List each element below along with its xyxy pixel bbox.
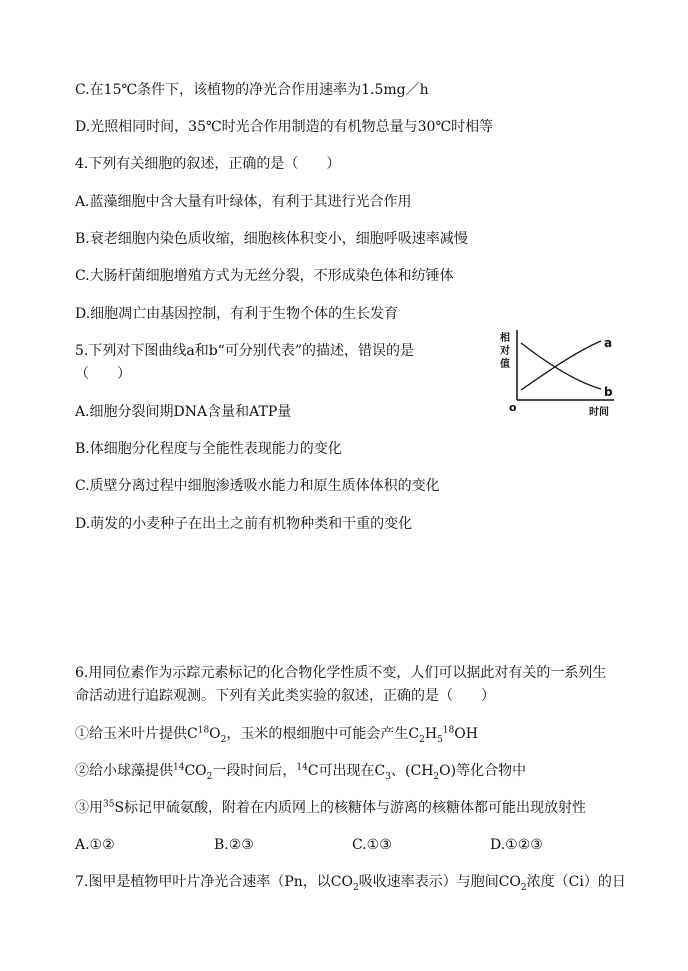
q5-option-a: A.细胞分裂间期DNA含量和ATP量	[75, 404, 292, 420]
q5-option-c: C.质壁分离过程中细胞渗透吸水能力和原生质体体积的变化	[75, 478, 440, 494]
q4-option-a: A.蓝藻细胞中含大量有叶绿体，有利于其进行光合作用	[75, 194, 412, 210]
graph-xlabel: 时间	[589, 407, 609, 418]
graph-origin-label: o	[509, 401, 517, 414]
q6-choice-c: C.①③	[352, 837, 392, 853]
q4-option-b: B.衰老细胞内染色质收缩，细胞核体积变小，细胞呼吸速率减慢	[75, 231, 468, 247]
q6-stem-line1: 6.用同位素作为示踪元素标记的化合物化学性质不变，人们可以据此对有关的一系列生	[75, 665, 607, 681]
curve-a-label: a	[604, 336, 613, 350]
q6-choice-b: B.②③	[214, 837, 254, 853]
q7-stem: 7.图甲是植物甲叶片净光合速率（Pn，以$CO_2$吸收速率表示）与胞间$CO_2$浓度（Ci）的日	[75, 874, 626, 893]
q5-option-b: B.体细胞分化程度与全能性表现能力的变化	[75, 441, 342, 457]
q5-curve-graph	[498, 325, 623, 420]
q6-stem-line2: 命活动进行追踪观测。下列有关此类实验的叙述，正确的是（ ）	[75, 688, 495, 704]
curve-b-label: b	[604, 385, 613, 399]
q6-item-3: ③用$^{35}$S标记甲硫氨酸，附着在内质网上的核糖体与游离的核糖体都可能出现放射性	[75, 799, 587, 816]
q5-option-d: D.萌发的小麦种子在出土之前有机物种类和干重的变化	[75, 516, 413, 532]
q3-option-c: C.在15℃条件下，该植物的净光合作用速率为1.5mg／h	[75, 82, 429, 98]
q4-option-d: D.细胞凋亡由基因控制，有利于生物个体的生长发育	[75, 306, 399, 322]
q5-stem-blank: （ ）	[75, 366, 131, 382]
graph-ylabel-3: 值	[500, 359, 510, 370]
q3-option-d: D.光照相同时间，35℃时光合作用制造的有机物总量与30℃时相等	[75, 119, 494, 135]
graph-ylabel-2: 对	[500, 346, 510, 357]
q6-choice-d: D.①②③	[490, 837, 543, 853]
q6-item-1: ①给玉米叶片提供$C^{18}O_2$，玉米的根细胞中可能会产生$C_2H_5^{18}OH$	[75, 725, 478, 745]
q6-choice-a: A.①②	[75, 837, 115, 853]
q4-option-c: C.大肠杆菌细胞增殖方式为无丝分裂，不形成染色体和纺锤体	[75, 268, 454, 284]
curve-a	[521, 341, 601, 390]
q5-stem: 5.下列对下图曲线a和b“可分别代表”的描述，错误的是	[75, 343, 414, 359]
graph-ylabel-1: 相	[500, 333, 510, 344]
q6-item-2: ②给小球藻提供$^{14}CO_2$一段时间后，$^{14}$C可出现在$C_3$、$(CH_2O)$等化合物中	[75, 762, 527, 782]
q4-stem: 4.下列有关细胞的叙述，正确的是（ ）	[75, 156, 341, 172]
